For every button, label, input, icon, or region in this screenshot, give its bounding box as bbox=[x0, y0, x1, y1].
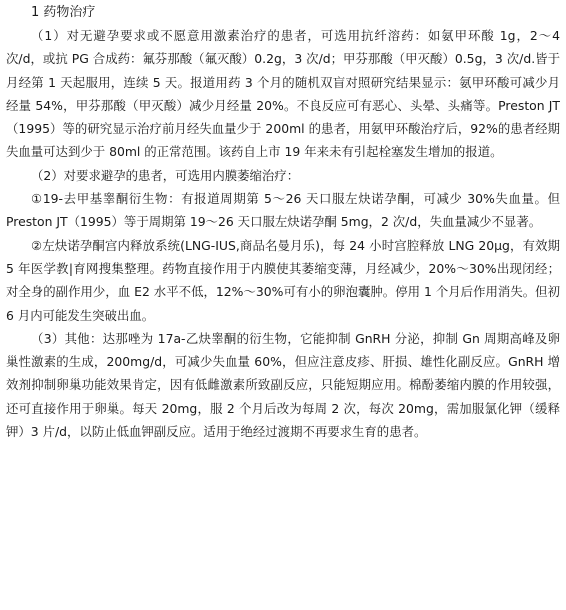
paragraph-19-nortestosterone: ①19-去甲基睾酮衍生物：有报道周期第 5～26 天口服左炔诺孕酮，可减少 30%失血量。但 Preston JT（1995）等于周期第 19～26 天口服左炔诺孕酮 5mg，2 次/d，失血量减少不显著。 bbox=[6, 191, 560, 230]
paragraph-other-treatments: （3）其他：达那唑为 17a-乙炔睾酮的衍生物，它能抑制 GnRH 分泌，抑制 Gn 周期高峰及卵巢性激素的生成，200mg/d，可减少失血量 60%，但应注意皮疹、肝损、雄性化副反应。GnRH 增效剂抑制卵巢功能效果肯定，因有低雌激素所致副反应，只能短期应用。棉酚萎缩内膜的作用较强，还可直接作用于卵巢。每天 20mg，服 2 个月后改为每周 2 次，每次 20mg，需加服氯化钾（缓释钾）3 片/d，以防止低血钾副反应。适用于绝经过渡期不再要求生育的患者。 bbox=[6, 330, 560, 440]
section-heading: 1 药物治疗 bbox=[31, 5, 96, 20]
paragraph-lng-ius: ②左炔诺孕酮宫内释放系统(LNG-IUS,商品名曼月乐)，每 24 小时宫腔释放 LNG 20μg，有效期 5 年医学教|育网搜集整理。药物直接作用于内膜使其萎缩变薄，月经减少，20%～30%出现闭经；对全身的副作用少，血 E2 水平不低，12%～30%可有小的卵泡囊肿。停用 1 个月后作用消失。但初 6 月内可能发生突破出血。 bbox=[6, 237, 560, 323]
paragraph-no-contraception-need: （1）对无避孕要求或不愿意用激素治疗的患者，可选用抗纤溶药：如氨甲环酸 1g，2～4 次/d，或抗 PG 合成药：氟芬那酸（氟灭酸）0.2g，3 次/d；甲芬那酸（甲灭酸）0.5g，3 次/d.皆于月经第 1 天起服用，连续 5 天。报道用药 3 个月的随机双盲对照研究结果显示：氨甲环酸可减少月经量 54%，甲芬那酸（甲灭酸）减少月经量 20%。不良反应可有恶心、头晕、头痛等。Preston JT（1995）等的研究显示治疗前月经失血量少于 200ml 的患者，用氨甲环酸治疗后，92%的患者经期失血量可达到少于 80ml 的正常范围。该药自上市 19 年来未有引起栓塞发生增加的报道。 bbox=[6, 28, 560, 160]
paragraph-contraception-need: （2）对要求避孕的患者，可选用内膜萎缩治疗： bbox=[31, 167, 300, 183]
